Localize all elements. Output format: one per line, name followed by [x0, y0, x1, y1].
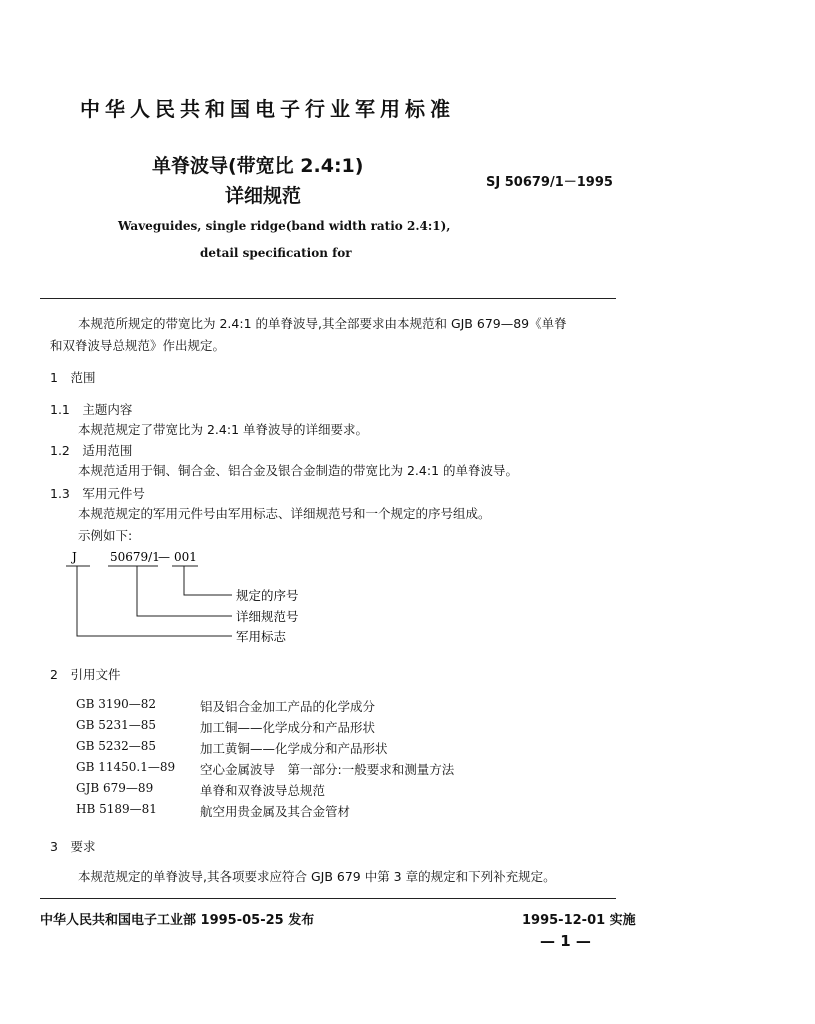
leader-seq [184, 566, 232, 595]
diagram-code-seq: 001 [174, 550, 197, 564]
part-number-diagram [60, 548, 360, 648]
english-title-line1: Waveguides, single ridge(band width ratio 2.4:1), [118, 219, 451, 233]
effective-date: 1995-12-01 实施 [522, 913, 636, 928]
reference-code: GB 5231—85 [76, 718, 157, 732]
section2-heading: 2 引用文件 [50, 667, 121, 682]
footer-divider [40, 898, 616, 899]
diagram-label-seq: 规定的序号 [236, 588, 299, 603]
issue-info: 中华人民共和国电子工业部 1995-05-25 发布 [40, 913, 315, 928]
section1-1-heading: 1.1 主题内容 [50, 402, 133, 417]
section3-heading: 3 要求 [50, 839, 96, 854]
reference-code: GB 11450.1—89 [76, 760, 176, 774]
page-number: — 1 — [540, 932, 591, 950]
intro-line1: 本规范所规定的带宽比为 2.4:1 的单脊波导,其全部要求由本规范和 GJB 679—89《单脊 [78, 316, 567, 331]
diagram-code-spec: 50679/1 [110, 550, 160, 564]
reference-title: 加工黄铜——化学成分和产品形状 [200, 741, 388, 756]
section1-3-text: 本规范规定的军用元件号由军用标志、详细规范号和一个规定的序号组成。 [78, 506, 491, 521]
diagram-code-sep: — [158, 550, 170, 564]
reference-title: 加工铜——化学成分和产品形状 [200, 720, 376, 735]
standard-number: SJ 50679/1－1995 [486, 175, 613, 190]
leader-mark [77, 566, 232, 636]
intro-line2: 和双脊波导总规范》作出规定。 [50, 338, 226, 353]
diagram-label-spec: 详细规范号 [236, 609, 299, 624]
reference-code: GJB 679—89 [76, 781, 154, 795]
reference-title: 单脊和双脊波导总规范 [200, 783, 326, 798]
section1-2-text: 本规范适用于铜、铜合金、铝合金及银合金制造的带宽比为 2.4:1 的单脊波导。 [78, 463, 518, 478]
header-divider [40, 298, 616, 299]
reference-title: 铝及铝合金加工产品的化学成分 [200, 699, 376, 714]
section1-heading: 1 范围 [50, 370, 96, 385]
diagram-code-j: J [72, 550, 77, 564]
reference-code: GB 5232—85 [76, 739, 157, 753]
reference-title: 航空用贵金属及其合金管材 [200, 804, 351, 819]
english-title-line2: detail specification for [200, 246, 352, 260]
section1-3-heading: 1.3 军用元件号 [50, 486, 145, 501]
reference-code: GB 3190—82 [76, 697, 157, 711]
example-label: 示例如下: [78, 528, 133, 543]
diagram-label-mark: 军用标志 [236, 629, 287, 644]
section1-2-heading: 1.2 适用范围 [50, 443, 133, 458]
section1-1-text: 本规范规定了带宽比为 2.4:1 单脊波导的详细要求。 [78, 422, 368, 437]
document-title-line2: 详细规范 [225, 185, 302, 207]
section3-text: 本规范规定的单脊波导,其各项要求应符合 GJB 679 中第 3 章的规定和下列补充规定。 [78, 869, 556, 884]
reference-title: 空心金属波导 第一部分:一般要求和测量方法 [200, 762, 455, 777]
standard-category-title: 中华人民共和国电子行业军用标准 [80, 97, 455, 121]
document-title-line1: 单脊波导(带宽比 2.4:1) [152, 155, 364, 177]
reference-code: HB 5189—81 [76, 802, 157, 816]
